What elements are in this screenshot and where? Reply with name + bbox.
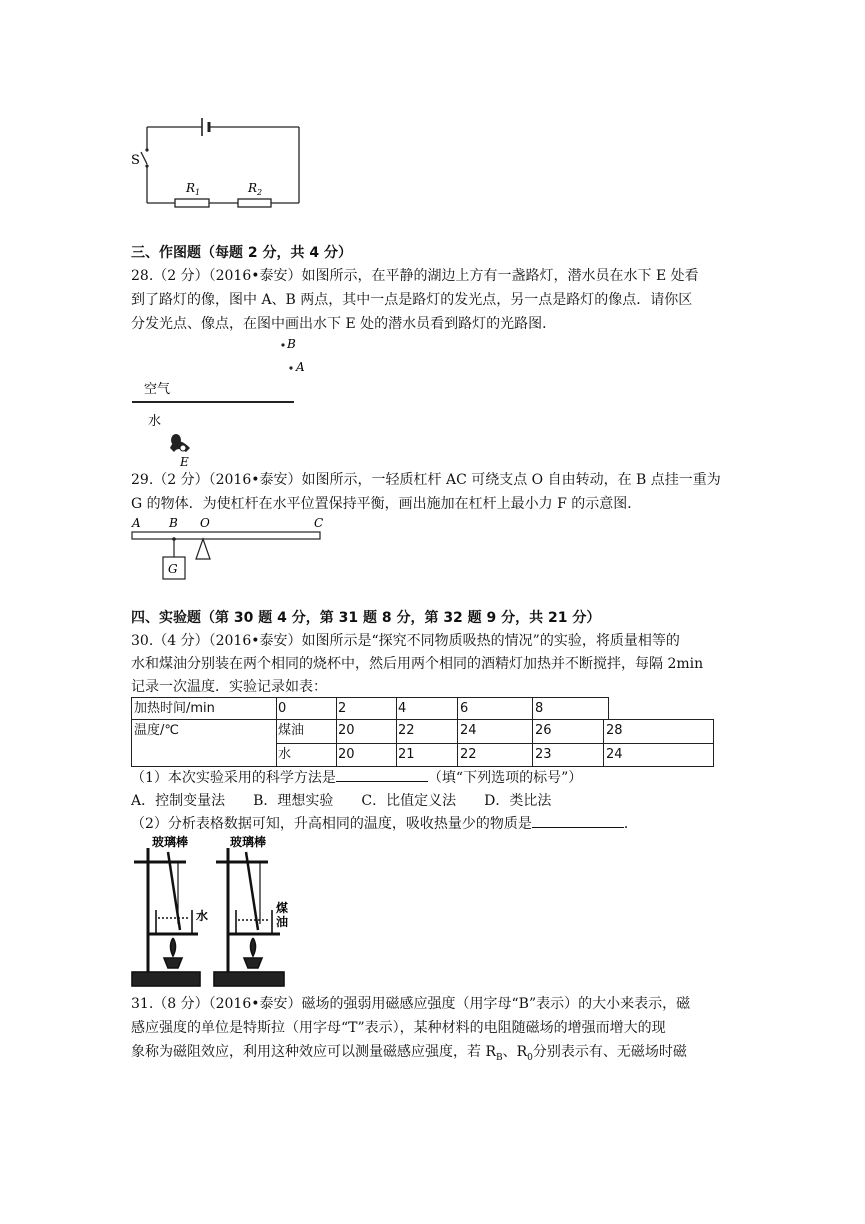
- q31-text-3a: 象称为磁阻效应，利用这种效应可以测量磁感应强度，若 R: [131, 1044, 496, 1060]
- table-header-time: 加热时间/min: [134, 701, 215, 716]
- q28-text-3: 分发光点、像点，在图中画出水下 E 处的潜水员看到路灯的光路图．: [131, 316, 557, 332]
- answer-blank-1[interactable]: [336, 767, 428, 782]
- lever-o-label: O: [200, 516, 210, 530]
- switch-pivot: [145, 164, 148, 167]
- q31-text-3b: 、R: [502, 1044, 528, 1060]
- q30-sub2-prefix: （2）分析表格数据可知，升高相同的温度，吸收热量少的物质是: [131, 816, 532, 832]
- switch-label: S: [131, 153, 140, 168]
- table-cell: 28: [606, 723, 623, 738]
- kerosene-beaker-label-2: 油: [276, 915, 289, 929]
- point-e-label: E: [180, 455, 189, 469]
- q31-sub-b: B: [496, 1052, 503, 1063]
- table-cell: 24: [460, 723, 477, 738]
- lever-bar: [132, 532, 320, 539]
- circuit-diagram: [125, 112, 310, 212]
- q31-text-3c: 分别表示有、无磁场时磁: [532, 1044, 687, 1060]
- lever-a-label: A: [132, 516, 141, 530]
- table-cell: 8: [535, 701, 544, 716]
- kerosene-beaker-label-1: 煤: [276, 901, 289, 915]
- point-b-label: B: [287, 337, 296, 351]
- q28-text-1: 28.（2 分）（2016•泰安）如图所示，在平静的湖边上方有一盏路灯，潜水员在水下 E 处看: [131, 268, 699, 284]
- table-cell: 22: [398, 723, 415, 738]
- q30-sub1: [131, 767, 582, 789]
- q30-sub2: [131, 813, 638, 835]
- r2-label: $R_2$: [248, 181, 263, 197]
- water-beaker-label: 水: [196, 909, 209, 923]
- lever-b-label: B: [169, 516, 178, 530]
- table-cell: 4: [398, 701, 407, 716]
- table-cell: 6: [460, 701, 469, 716]
- q31-text-1: 31.（8 分）（2016•泰安）磁场的强弱用磁感应强度（用字母“B”表示）的大小来表示，磁: [131, 996, 691, 1012]
- heating-apparatus-figure: [128, 834, 298, 994]
- q30-sub1-suffix: （填“下列选项的标号”）: [427, 770, 583, 786]
- q28-text-2: 到了路灯的像，图中 A、B 两点，其中一点是路灯的发光点，另一点是路灯的像点．请你区: [131, 292, 693, 308]
- point-a-label: A: [296, 360, 305, 374]
- table-cell: 24: [606, 747, 623, 762]
- section-3-heading: 三、作图题（每题 2 分，共 4 分）: [131, 245, 352, 261]
- lever-c-label: C: [314, 516, 324, 530]
- diver-icon: [170, 434, 190, 452]
- table-cell: 20: [338, 747, 355, 762]
- q30-sub1-prefix: （1）本次实验采用的科学方法是: [131, 770, 336, 786]
- q29-text-1: 29.（2 分）（2016•泰安）如图所示，一轻质杠杆 AC 可绕支点 O 自由转动，在 B 点挂一重为: [131, 472, 721, 488]
- table-cell: 23: [535, 747, 552, 762]
- table-kerosene-label: 煤油: [278, 723, 305, 738]
- table-cell: 0: [278, 701, 287, 716]
- q30-sub2-suffix: ．: [623, 816, 638, 832]
- q31-text-2: 感应强度的单位是特斯拉（用字母“T”表示），某种材料的电阻随磁场的增强而增大的现: [131, 1020, 666, 1036]
- q31-text-3: [131, 1041, 687, 1069]
- q31-sub-0: 0: [527, 1052, 533, 1063]
- r1-label: $R_1$: [186, 181, 201, 197]
- q29-text-2: G 的物体．为使杠杆在水平位置保持平衡，画出施加在杠杆上最小力 F 的示意图．: [131, 496, 642, 512]
- rod-label-right: 玻璃棒: [230, 835, 267, 849]
- answer-blank-2[interactable]: [532, 813, 624, 828]
- fulcrum: [196, 539, 210, 559]
- table-water-label: 水: [278, 747, 292, 762]
- q30-text-3: 记录一次温度．实验记录如表：: [131, 679, 327, 695]
- q30-text-2: 水和煤油分别装在两个相同的烧杯中，然后用两个相同的酒精灯加热并不断搅拌，每隔 2min: [131, 656, 704, 672]
- table-cell: 2: [338, 701, 347, 716]
- section-4-heading: 四、实验题（第 30 题 4 分，第 31 题 8 分，第 32 题 9 分，共 21 分）: [131, 610, 601, 626]
- switch-contact: [145, 148, 148, 151]
- table-cell: 26: [535, 723, 552, 738]
- table-cell: 21: [398, 747, 415, 762]
- table-cell: 22: [460, 747, 477, 762]
- table-header-temp: 温度/℃: [134, 723, 179, 738]
- rod-label-left: 玻璃棒: [152, 835, 189, 849]
- table-cell: 20: [338, 723, 355, 738]
- weight-g-label: G: [168, 562, 178, 576]
- lever-figure: [128, 512, 328, 584]
- lake-lamp-figure: [132, 336, 307, 471]
- q30-options: A．控制变量法 B．理想实验 C．比值定义法 D．类比法: [131, 793, 552, 809]
- q30-text-1: 30.（4 分）（2016•泰安）如图所示是“探究不同物质吸热的情况”的实验，将质量相等的: [131, 633, 680, 649]
- water-label: 水: [148, 414, 162, 429]
- air-label: 空气: [144, 382, 171, 397]
